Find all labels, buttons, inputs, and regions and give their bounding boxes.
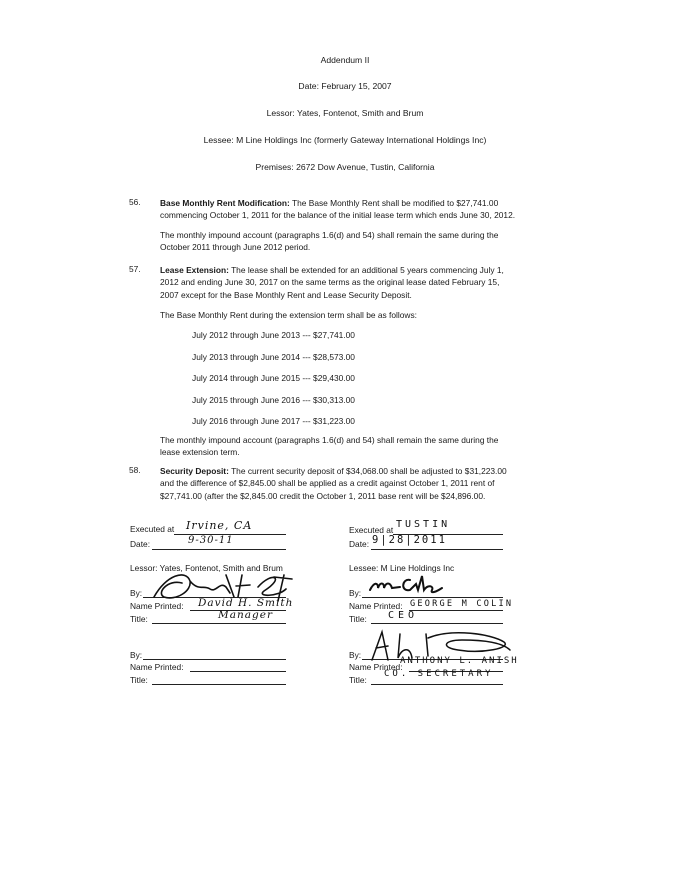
lessee-name-label: Name Printed:: [349, 601, 403, 611]
rent-schedule-item: July 2016 through June 2017 --- $31,223.00: [192, 416, 355, 426]
lessor-executed-label: Executed at: [130, 524, 175, 534]
lessee-date-value: 9|28|2011: [372, 534, 447, 546]
section-58-text: The current security deposit of $34,068.00 shall be adjusted to $31,223.00 and the difference of $2,845.00 shall be applied as a credit against October 1, 2011 rent of $27,741.00 (after the $2,845.00 credit the October 1, 2011 base rent will be $24,896.00.: [160, 466, 507, 501]
lessee-signature-1: [366, 570, 446, 598]
section-56-heading: Base Monthly Rent Modification:: [160, 198, 290, 208]
lessor-title-label: Title:: [130, 614, 148, 624]
lessee-title2-value: CO. SECRETARY: [384, 669, 494, 679]
lessor-title2-label: Title:: [130, 675, 148, 685]
section-56-body: [160, 197, 518, 222]
lessor-name-value: David H. Smith: [198, 597, 294, 609]
lessor-title-line: [152, 623, 286, 624]
lessee-executed-label: Executed at: [349, 525, 394, 535]
lessee-title-value: CEO: [388, 610, 419, 621]
rent-schedule-item: July 2012 through June 2013 --- $27,741.00: [192, 330, 355, 340]
lessor-executed-value: Irvine, CA: [186, 519, 253, 532]
section-58-heading: Security Deposit:: [160, 466, 229, 476]
lessee-title2-line: [371, 684, 503, 685]
lessee-title-line: [371, 623, 503, 624]
lessee-title-label: Title:: [349, 614, 367, 624]
lessor-line: Lessor: Yates, Fontenot, Smith and Brum: [266, 108, 424, 118]
lessor-date-value: 9-30-11: [188, 535, 234, 546]
lessor-title2-line: [152, 684, 286, 685]
section-57-note: The monthly impound account (paragraphs 1.6(d) and 54) shall remain the same during the lease extension term.: [160, 435, 499, 458]
lessor-party-label: Lessor: Yates, Fontenot, Smith and Brum: [130, 563, 283, 573]
rent-schedule-intro: The Base Monthly Rent during the extension term shall be as follows:: [160, 310, 417, 320]
lessee-title2-label: Title:: [349, 675, 367, 685]
lessor-by2-label: By:: [130, 650, 143, 660]
lessor-date-line: [152, 549, 286, 550]
lessor-name2-line: [190, 671, 286, 672]
section-56-number: 56.: [129, 197, 141, 207]
lessee-by2-label: By:: [349, 650, 362, 660]
lessee-name-value: GEORGE M COLIN: [410, 599, 514, 609]
section-56-text: The Base Monthly Rent shall be modified to $27,741.00 commencing October 1, 2011 for the balance of the initial lease term which ends June 30, 2012.: [160, 198, 516, 221]
section-57-text: The lease shall be extended for an additional 5 years commencing July 1, 2012 and ending June 30, 2017 on the same terms as the original lease dated February 15, 2007 except for the Base Monthly Rent and Lease Security Deposit.: [160, 265, 504, 300]
lessor-date-label: Date:: [130, 539, 151, 549]
premises-line: Premises: 2672 Dow Avenue, Tustin, California: [255, 162, 435, 172]
lessee-line: Lessee: M Line Holdings Inc (formerly Gateway International Holdings Inc): [203, 135, 487, 145]
section-57-heading: Lease Extension:: [160, 265, 229, 275]
addendum-title: Addendum II: [320, 55, 370, 65]
lessee-name2-value: ANTHONY L. ANISH: [400, 656, 519, 666]
addendum-date: Date: February 15, 2007: [298, 81, 392, 91]
section-57-number: 57.: [129, 264, 141, 274]
section-57-body: [160, 264, 518, 301]
section-56-note: The monthly impound account (paragraphs 1.6(d) and 54) shall remain the same during the October 2011 through June 2012 period.: [160, 230, 499, 253]
rent-schedule-item: July 2014 through June 2015 --- $29,430.00: [192, 373, 355, 383]
lessor-title-value: Manager: [218, 609, 273, 621]
lessor-by-label: By:: [130, 588, 143, 598]
lessee-date-label: Date:: [349, 539, 370, 549]
lessee-name-line: [409, 610, 503, 611]
lessee-name2-label: Name Printed:: [349, 662, 403, 672]
lessee-party-label: Lessee: M Line Holdings Inc: [349, 563, 455, 573]
lessor-name-label: Name Printed:: [130, 601, 184, 611]
section-58-body: [160, 465, 518, 502]
lessor-by2-line: [143, 659, 286, 660]
rent-schedule-item: July 2015 through June 2016 --- $30,313.00: [192, 395, 355, 405]
lessee-date-line: [371, 549, 503, 550]
lessor-name2-label: Name Printed:: [130, 662, 184, 672]
section-58-number: 58.: [129, 465, 141, 475]
lessee-by-label: By:: [349, 588, 362, 598]
rent-schedule-item: July 2013 through June 2014 --- $28,573.00: [192, 352, 355, 362]
lessee-executed-value: TUSTIN: [396, 519, 451, 530]
